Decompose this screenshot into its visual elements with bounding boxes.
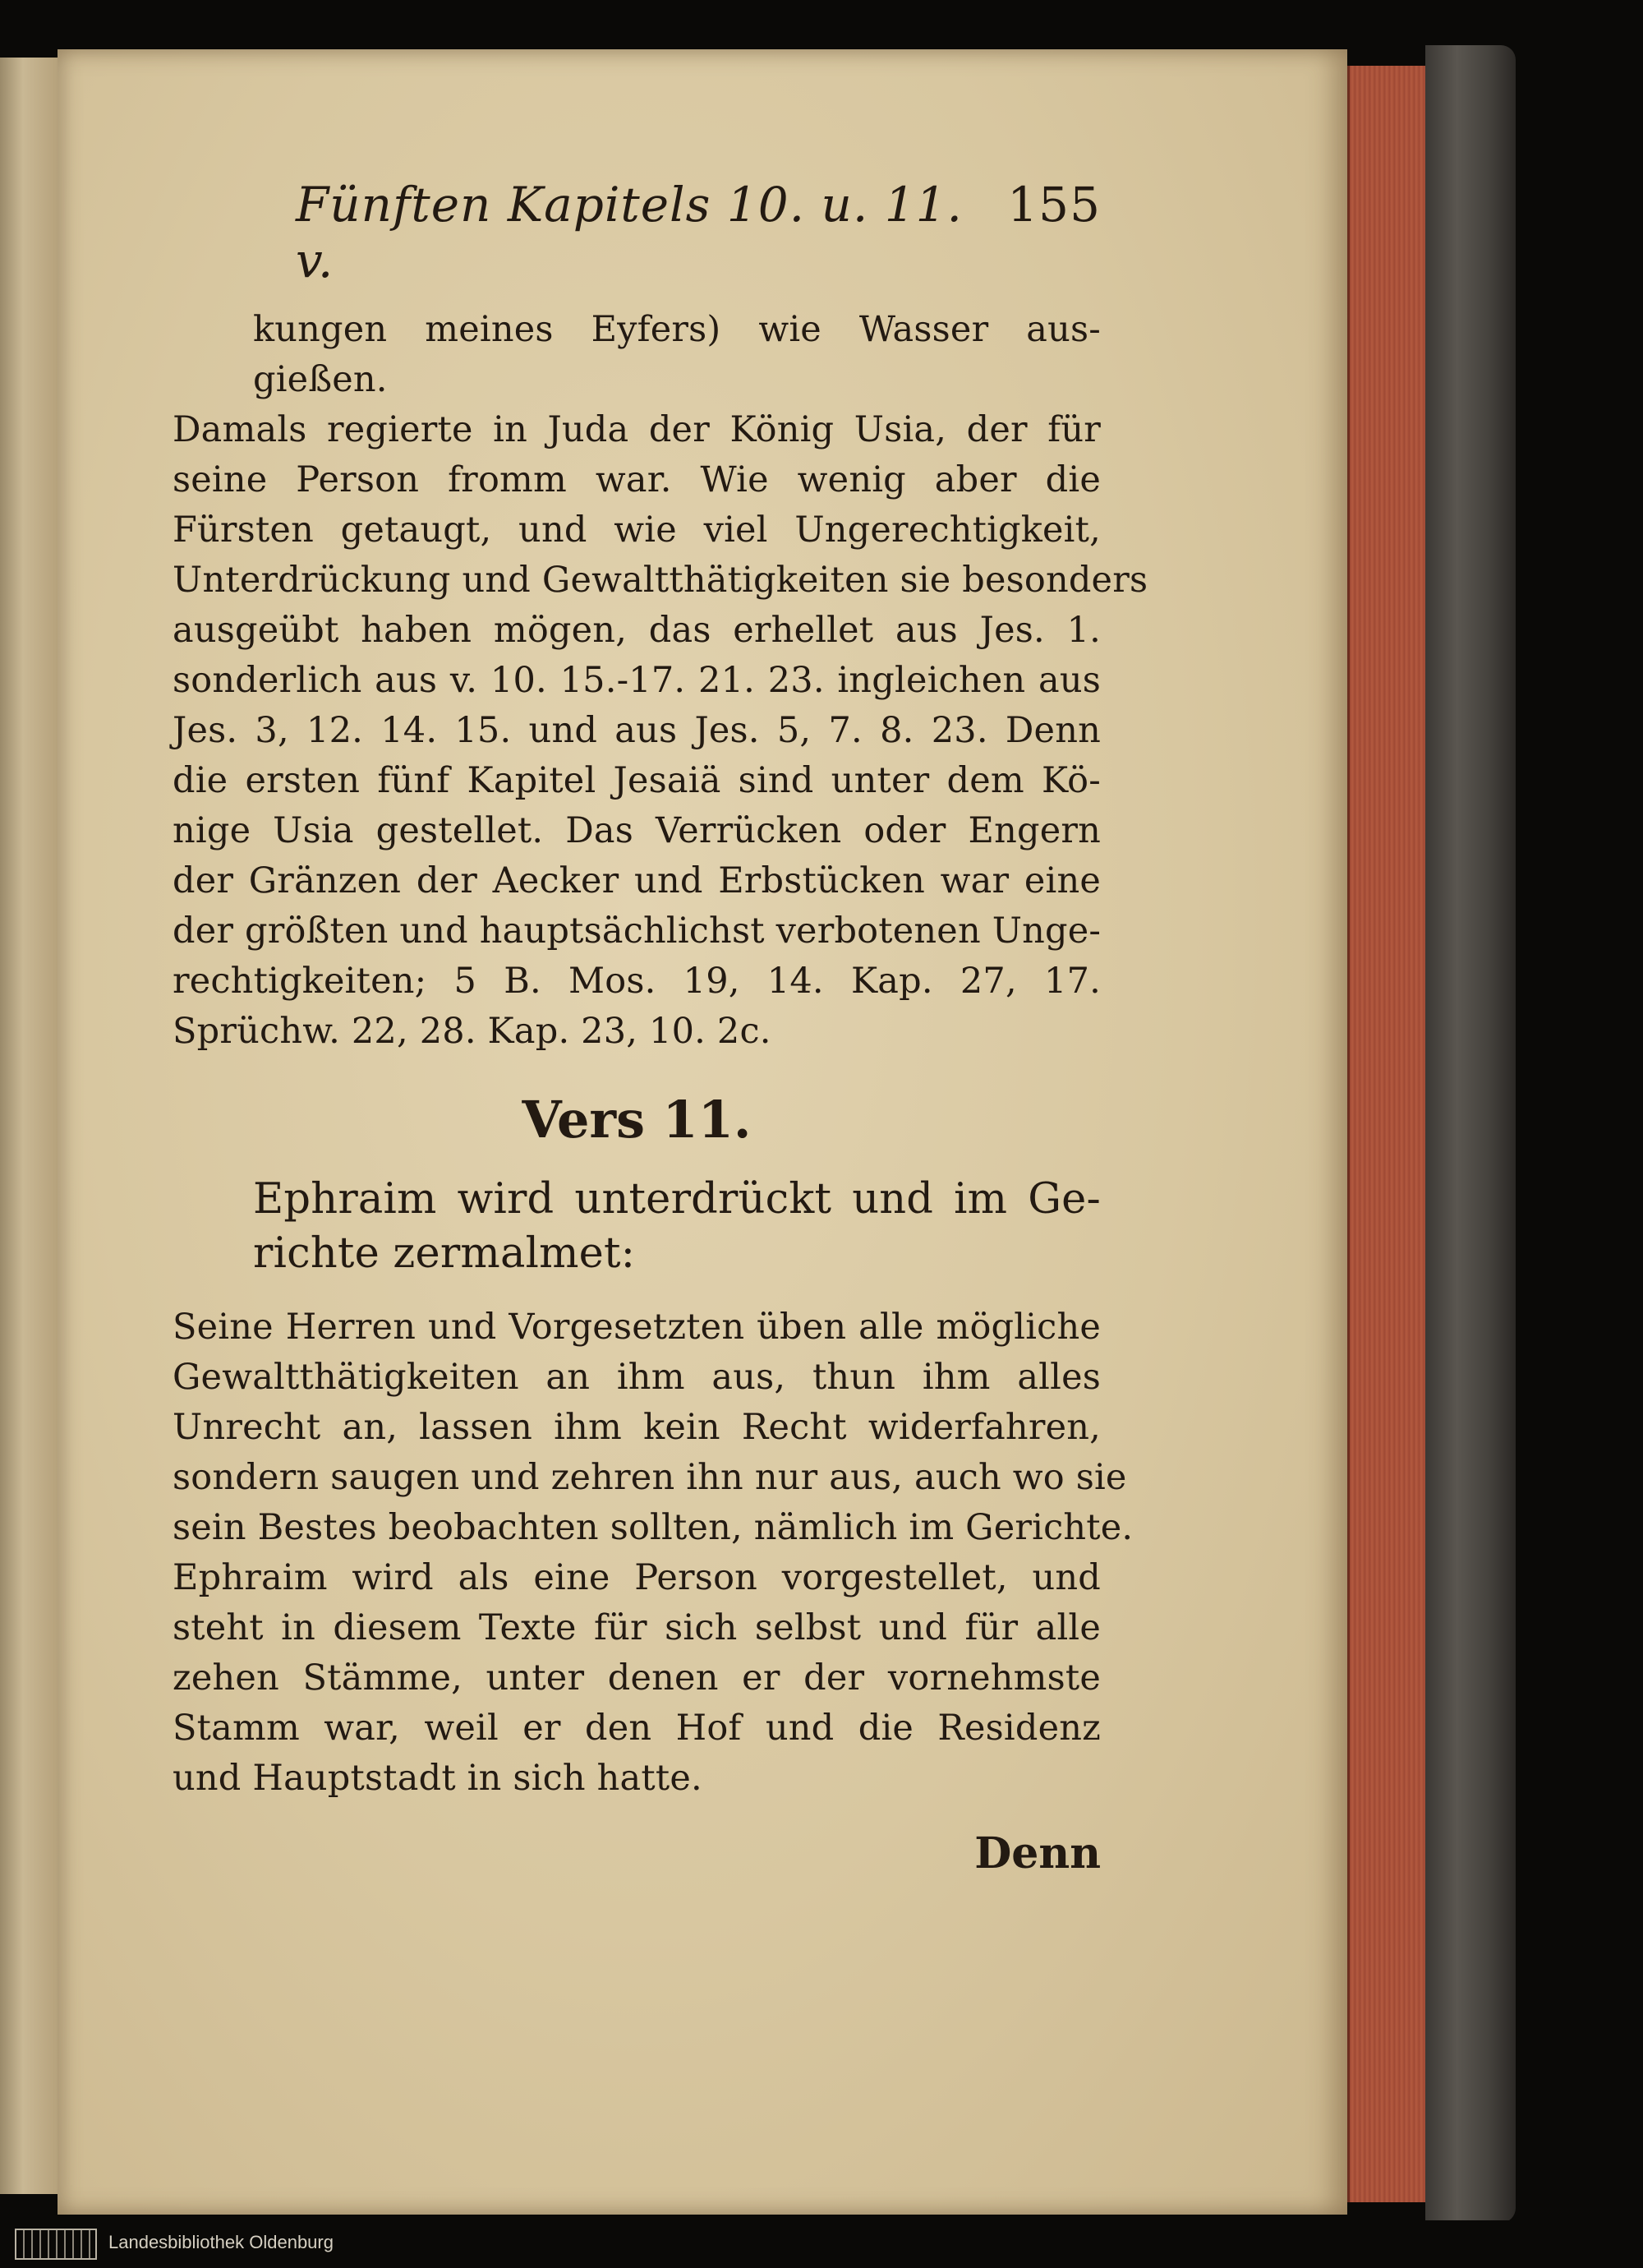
text-line: Sprüchw. 22, 28. Kap. 23, 10. 2c. (173, 1011, 771, 1052)
header-title: Fünften Kapitels 10. u. 11. v. (296, 177, 963, 288)
footer-bar (0, 2220, 1643, 2268)
text-line: zehen Stämme, unter denen er der vornehmste (173, 1657, 1101, 1699)
text-line: Fürsten getaugt, und wie viel Ungerechtigkeit, (173, 509, 1101, 551)
text-line: kungen meines Eyfers) wie Wasser aus- (253, 309, 1101, 350)
page-edges (1347, 66, 1428, 2202)
catchword: Denn (974, 1828, 1101, 1878)
continuation-block (173, 305, 1101, 405)
book-cover (1425, 45, 1516, 2223)
text-line: der größten und hauptsächlichst verbotenen Unge- (173, 910, 1102, 952)
paragraph-2 (173, 1302, 1134, 1804)
text-line: die ersten fünf Kapitel Jesaiä sind unter dem Kö- (173, 760, 1101, 801)
text-line: sondern saugen und zehren ihn nur aus, auch wo sie (173, 1457, 1127, 1498)
text-line: und Hauptstadt in sich hatte. (173, 1758, 702, 1799)
summary-line: richte zermalmet: (253, 1229, 636, 1278)
text-line: seine Person fromm war. Wie wenig aber die (173, 459, 1101, 500)
library-logo-icon (15, 2229, 97, 2260)
verse-heading: Vers 11. (522, 1090, 752, 1150)
text-line: nige Usia gestellet. Das Verrücken oder Engern (173, 810, 1101, 851)
text-line: Damals regierte in Juda der König Usia, der für (173, 409, 1101, 450)
text-line: Jes. 3, 12. 14. 15. und aus Jes. 5, 7. 8. 23. Denn (173, 710, 1101, 751)
running-header (296, 177, 1101, 288)
text-line: sein Bestes beobachten sollten, nämlich im Gerichte. (173, 1507, 1134, 1548)
left-page-edge (0, 58, 58, 2194)
text-line: Seine Herren und Vorgesetzten üben alle mögliche (173, 1307, 1101, 1348)
text-line: Unrecht an, lassen ihm kein Recht widerfahren, (173, 1407, 1101, 1448)
text-line: rechtigkeiten; 5 B. Mos. 19, 14. Kap. 27, 17. (173, 961, 1101, 1002)
text-line: Gewaltthätigkeiten an ihm aus, thun ihm alles (173, 1357, 1101, 1398)
summary-line: Ephraim wird unterdrückt und im Ge- (253, 1175, 1101, 1224)
paragraph-1 (173, 405, 1148, 1057)
text-line: Ephraim wird als eine Person vorgestellet, und (173, 1557, 1101, 1598)
page-text (173, 177, 1148, 1878)
text-line: ausgeübt haben mögen, das erhellet aus Jes. 1. (173, 610, 1101, 651)
text-line: der Gränzen der Aecker und Erbstücken war eine (173, 860, 1101, 901)
verse-summary (173, 1173, 1101, 1281)
page-number: 155 (1007, 177, 1101, 233)
text-line: Stamm war, weil er den Hof und die Residenz (173, 1708, 1101, 1749)
library-name: Landesbibliothek Oldenburg (108, 2232, 334, 2252)
text-line: steht in diesem Texte für sich selbst und für alle (173, 1607, 1101, 1648)
text-line: sonderlich aus v. 10. 15.-17. 21. 23. ingleichen aus (173, 660, 1101, 701)
text-line: Unterdrückung und Gewaltthätigkeiten sie besonders (173, 560, 1148, 601)
text-line: gießen. (253, 359, 388, 400)
